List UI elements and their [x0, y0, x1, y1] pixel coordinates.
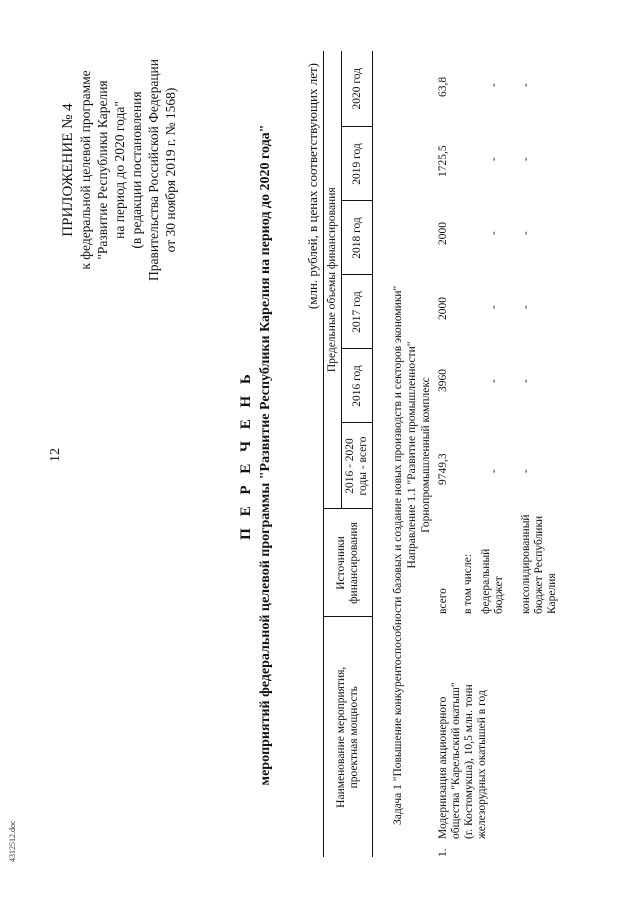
total-cell: 9749,3: [437, 453, 449, 485]
total-cell: -: [520, 469, 532, 473]
year-cell: 2000: [437, 297, 449, 320]
complex-heading: Горнопромышленный комплекс: [420, 377, 432, 533]
header-year: 2018 год: [342, 201, 373, 275]
appendix-block: [60, 20, 179, 320]
source-cell: [520, 514, 559, 614]
header-text: проектная мощность: [348, 686, 360, 789]
header-source: [324, 509, 373, 617]
source-cell: [480, 549, 506, 614]
year-cell: 1725,5: [437, 145, 449, 177]
task-heading: Задача 1 "Повышение конкурентоспособности базовых и создание новых производств и секторов экономики": [392, 285, 404, 825]
year-cell: 63,8: [437, 76, 449, 97]
source-cell: всего: [437, 588, 449, 614]
year-cell: -: [520, 379, 532, 383]
item-name-line: общества "Карельский окатыш": [450, 682, 462, 839]
year-cell: -: [488, 305, 500, 309]
year-cell: -: [488, 157, 500, 161]
page-number: 12: [48, 448, 63, 462]
appendix-line: от 30 ноября 2019 г. № 1568): [163, 87, 178, 253]
rotated-content: [0, 5, 640, 905]
header-name: [324, 617, 373, 857]
item-number: 1.: [437, 848, 449, 857]
header-year: 2016 год: [342, 349, 373, 423]
year-cell: -: [520, 157, 532, 161]
units-note: (млн. рублей, в ценах соответствующих лет): [305, 63, 320, 310]
appendix-line: (в редакции постановления: [129, 91, 144, 249]
document-subtitle: мероприятий федеральной целевой программы "Развитие Республики Карелия на период до 2020 года": [258, 124, 273, 786]
header-text: финансирования: [348, 522, 360, 604]
appendix-line: Правительства Российской Федерации: [146, 59, 161, 281]
header-year: 2017 год: [342, 275, 373, 349]
year-cell: -: [488, 379, 500, 383]
source-line: Карелия: [546, 573, 558, 614]
appendix-line: к федеральной целевой программе: [78, 70, 93, 270]
item-name-line: железорудных окатышей в год: [476, 690, 488, 839]
header-text: 2016 - 2020: [344, 438, 356, 494]
header-text: Источники: [335, 536, 347, 590]
year-cell: -: [488, 231, 500, 235]
year-cell: -: [520, 83, 532, 87]
source-line: бюджет Республики: [533, 515, 545, 614]
table-header: [323, 51, 373, 857]
year-cell: -: [520, 305, 532, 309]
header-text: Наименование мероприятия,: [335, 666, 347, 808]
source-line: бюджет: [493, 576, 505, 614]
total-cell: -: [488, 469, 500, 473]
header-total: [342, 423, 373, 509]
year-cell: -: [488, 83, 500, 87]
file-footer: 4312512.doc: [8, 820, 17, 862]
year-cell: 3960: [437, 369, 449, 392]
header-year: 2019 год: [342, 127, 373, 201]
item-name-line: Модернизация акционерного: [437, 696, 449, 839]
appendix-line: на период до 2020 года": [112, 101, 127, 239]
year-cell: 2000: [437, 222, 449, 245]
source-cell: в том числе:: [462, 554, 474, 614]
source-line: консолидированный: [520, 514, 532, 614]
appendix-line: ПРИЛОЖЕНИЕ № 4: [60, 103, 76, 237]
source-line: федеральный: [480, 548, 492, 614]
document-title: П Е Р Е Ч Е Н Ь: [238, 370, 254, 540]
year-cell: -: [520, 231, 532, 235]
header-group: Предельные объемы финансирования: [324, 51, 342, 509]
direction-heading: Направление 1.1 "Развитие промышленности": [406, 341, 418, 569]
item-name-line: (г. Костомукша), 10,5 млн. тонн: [463, 684, 475, 839]
header-text: годы - всего: [357, 436, 369, 496]
appendix-line: "Развитие Республики Карелия: [95, 80, 110, 260]
item-name: [437, 682, 489, 839]
header-year: 2020 год: [342, 51, 373, 127]
